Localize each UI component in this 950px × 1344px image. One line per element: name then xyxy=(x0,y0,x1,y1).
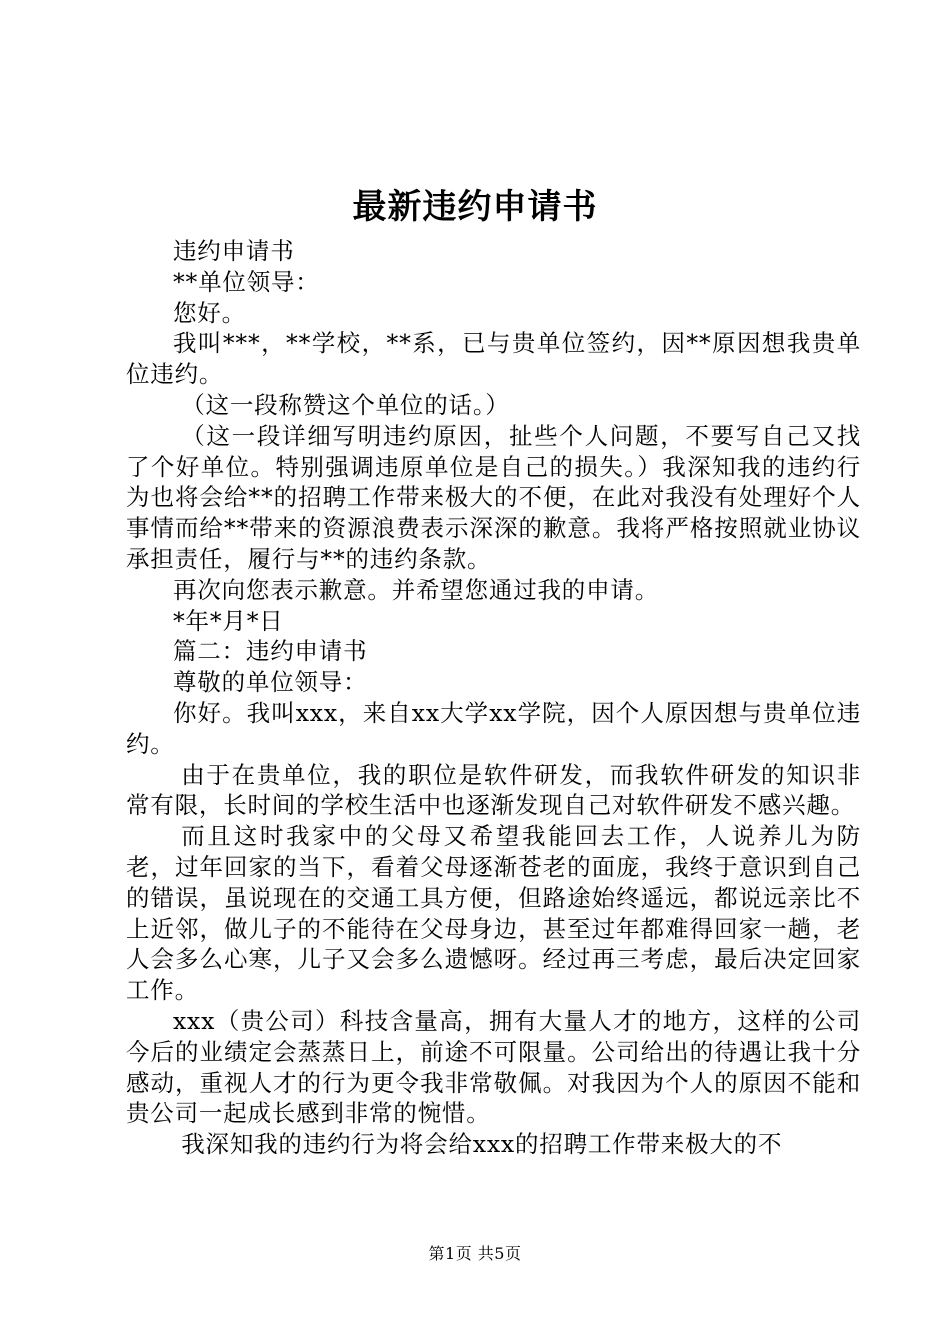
paragraph-greeting: 您好。 xyxy=(173,298,246,327)
paragraph-reason-note: （这一段详细写明违约原因，扯些个人问题，不要写自己又找了个好单位。特别强调违原单位是自己的损失。）我深知我的违约行为也将会给**的招聘工作带来极大的不便，在此对我没有处理好个人事情而给**带来的资源浪费表示深深的歉意。我将严格按照就业协议承担责任，履行与**的违约条款。 xyxy=(126,421,861,573)
paragraph-praise-note: （这一段称赞这个单位的话。） xyxy=(181,390,510,419)
paragraph-apology: 再次向您表示歉意。并希望您通过我的申请。 xyxy=(173,575,659,604)
paragraph-date: *年*月*日 xyxy=(173,606,284,635)
paragraph-introduction: 我叫***，**学校，**系，已与贵单位签约，因**原因想我贵单位违约。 xyxy=(126,329,861,389)
paragraph-family-reason: 而且这时我家中的父母又希望我能回去工作，人说养儿为防老，过年回家的当下，看着父母逐渐苍老的面庞，我终于意识到自己的错误，虽说现在的交通工具方便，但路途始终遥远，都说远亲比不上近邻，做儿子的不能待在父母身边，甚至过年都难得回家一趟，老人会多么心寒，儿子又会多么遗憾呀。经过再三考虑，最后决定回家工作。 xyxy=(126,822,861,1005)
document-title: 最新违约申请书 xyxy=(352,187,598,227)
paragraph-job-reason: 由于在贵单位，我的职位是软件研发，而我软件研发的知识非常有限，长时间的学校生活中也逐渐发现自己对软件研发不感兴趣。 xyxy=(126,760,861,820)
paragraph-part-two-heading: 篇二：违约申请书 xyxy=(173,637,368,666)
paragraph-part-two-salutation: 尊敬的单位领导： xyxy=(173,668,368,697)
paragraph-salutation: **单位领导： xyxy=(173,267,320,296)
paragraph-part-two-introduction: 你好。我叫xxx，来自xx大学xx学院，因个人原因想与贵单位违约。 xyxy=(126,698,861,758)
paragraph-company-regret: xxx（贵公司）科技含量高，拥有大量人才的地方，这样的公司今后的业绩定会蒸蒸日上，前途不可限量。公司给出的待遇让我十分感动，重视人才的行为更令我非常敬佩。对我因为个人的原因不能和贵公司一起成长感到非常的惋惜。 xyxy=(126,1006,861,1128)
page-number-footer: 第1页 共5页 xyxy=(428,1244,522,1263)
paragraph-heading: 违约申请书 xyxy=(173,237,295,265)
document-body xyxy=(126,236,861,1160)
paragraph-continued-apology: 我深知我的违约行为将会给xxx的招聘工作带来极大的不 xyxy=(181,1130,783,1159)
